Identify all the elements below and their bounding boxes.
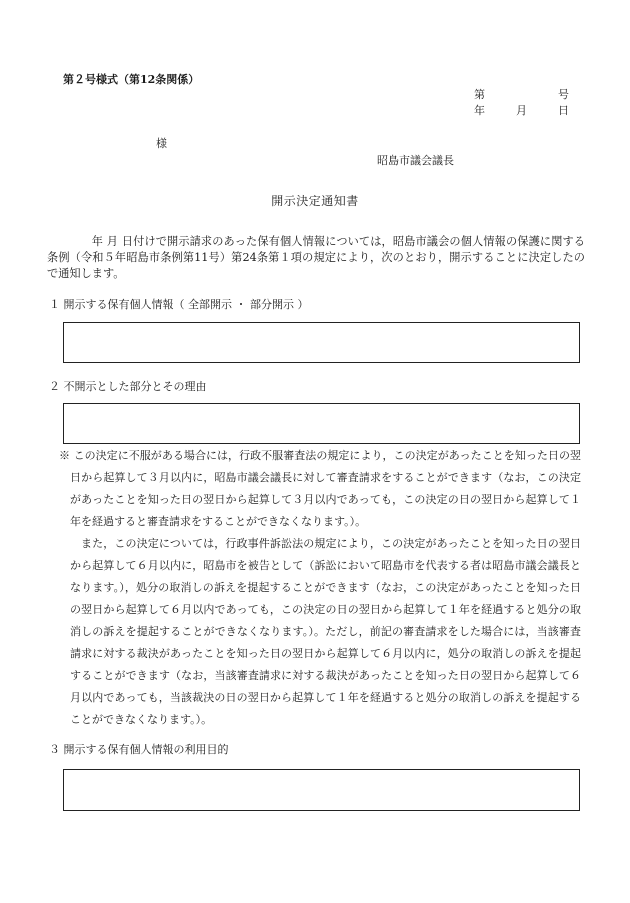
date-day: 日 — [558, 104, 569, 117]
nondisclosed-part-box — [63, 403, 580, 444]
section-heading-disclosed-info: １ 開示する保有個人情報（ 全部開示 ・ 部分開示 ） — [49, 298, 309, 311]
document-number-date — [474, 87, 570, 119]
issue-date — [474, 103, 570, 119]
intro-paragraph: 年 月 日付けで開示請求のあった保有個人情報については，昭島市議会の個人情報の保護に関する条例（令和５年昭島市条例第11号）第24条第１項の規定により，次のとおり，開示することに決定したので通知します。 — [47, 235, 585, 280]
page-title: 開示決定通知書 — [271, 194, 359, 208]
appeal-notes — [59, 445, 581, 731]
section-heading-usage-purpose: ３ 開示する保有個人情報の利用目的 — [49, 743, 229, 756]
disclosed-info-box — [63, 322, 580, 363]
addressee: 様 — [156, 137, 167, 150]
doc-number-prefix: 第 — [474, 88, 485, 101]
sender: 昭島市議会議長 — [377, 154, 454, 167]
appeal-note-review: ※ この決定に不服がある場合には，行政不服審査法の規定により，この決定があったことを知った日の翌日から起算して３月以内に，昭島市議会議長に対して審査請求をすることができます（なお，この決定があったことを知った日の翌日から起算して３月以内であっても，この決定の日の翌日から起算して１年を経過すると審査請求をすることができなくなります。）。 — [59, 449, 581, 528]
date-year: 年 — [474, 104, 485, 117]
doc-number-suffix: 号 — [558, 88, 569, 101]
usage-purpose-box — [63, 769, 580, 811]
form-label: 第２号様式（第12条関係） — [63, 73, 200, 86]
appeal-note-lawsuit: また，この決定については，行政事件訴訟法の規定により，この決定があったことを知った日の翌日から起算して６月以内に，昭島市を被告として（訴訟において昭島市を代表する者は昭島市議会議長となります。），処分の取消しの訴えを提起することができます（なお，この決定があったことを知った日の翌日から起算して６月以内であっても，この決定の日の翌日から起算して１年を経過すると処分の取消しの訴えを提起することができなくなります。）。ただし，前記の審査請求をした場合には，当該審査請求に対する裁決があったことを知った日の翌日から起算して６月以内に，処分の取消しの訴えを提起することができます（なお，当該審査請求に対する裁決があったことを知った日の翌日から起算して６月以内であっても，当該裁決の日の翌日から起算して１年を経過すると処分の取消しの訴えを提起することができなくなります。）。 — [70, 537, 581, 726]
document-number — [474, 87, 570, 103]
date-month: 月 — [516, 104, 527, 117]
section-heading-nondisclosed-part: ２ 不開示とした部分とその理由 — [49, 380, 207, 393]
